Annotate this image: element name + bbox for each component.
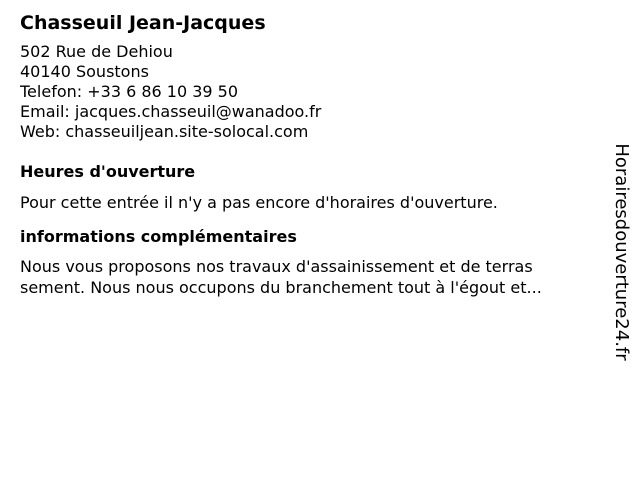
site-watermark <box>610 134 632 370</box>
site-watermark-text: Horairesdouverture24.fr <box>611 143 632 361</box>
city-postal: 40140 Soustons <box>20 62 149 81</box>
hours-text: Pour cette entrée il n'y a pas encore d'horaires d'ouverture. <box>20 193 498 212</box>
email-line: Email: jacques.chasseuil@wanadoo.fr <box>20 102 322 121</box>
web-line: Web: chasseuiljean.site-solocal.com <box>20 122 309 141</box>
business-name: Chasseuil Jean-Jacques <box>20 12 266 34</box>
phone-line: Telefon: +33 6 86 10 39 50 <box>20 82 239 101</box>
contact-block <box>20 42 600 142</box>
business-card <box>20 10 600 298</box>
info-text-line-1: Nous vous proposons nos travaux d'assainissement et de terras <box>20 257 533 276</box>
street-address: 502 Rue de Dehiou <box>20 42 173 61</box>
info-text <box>20 256 600 298</box>
info-text-line-2: sement. Nous nous occupons du branchement tout à l'égout et... <box>20 278 542 297</box>
hours-heading: Heures d'ouverture <box>20 162 196 181</box>
info-heading: informations complémentaires <box>20 227 297 246</box>
